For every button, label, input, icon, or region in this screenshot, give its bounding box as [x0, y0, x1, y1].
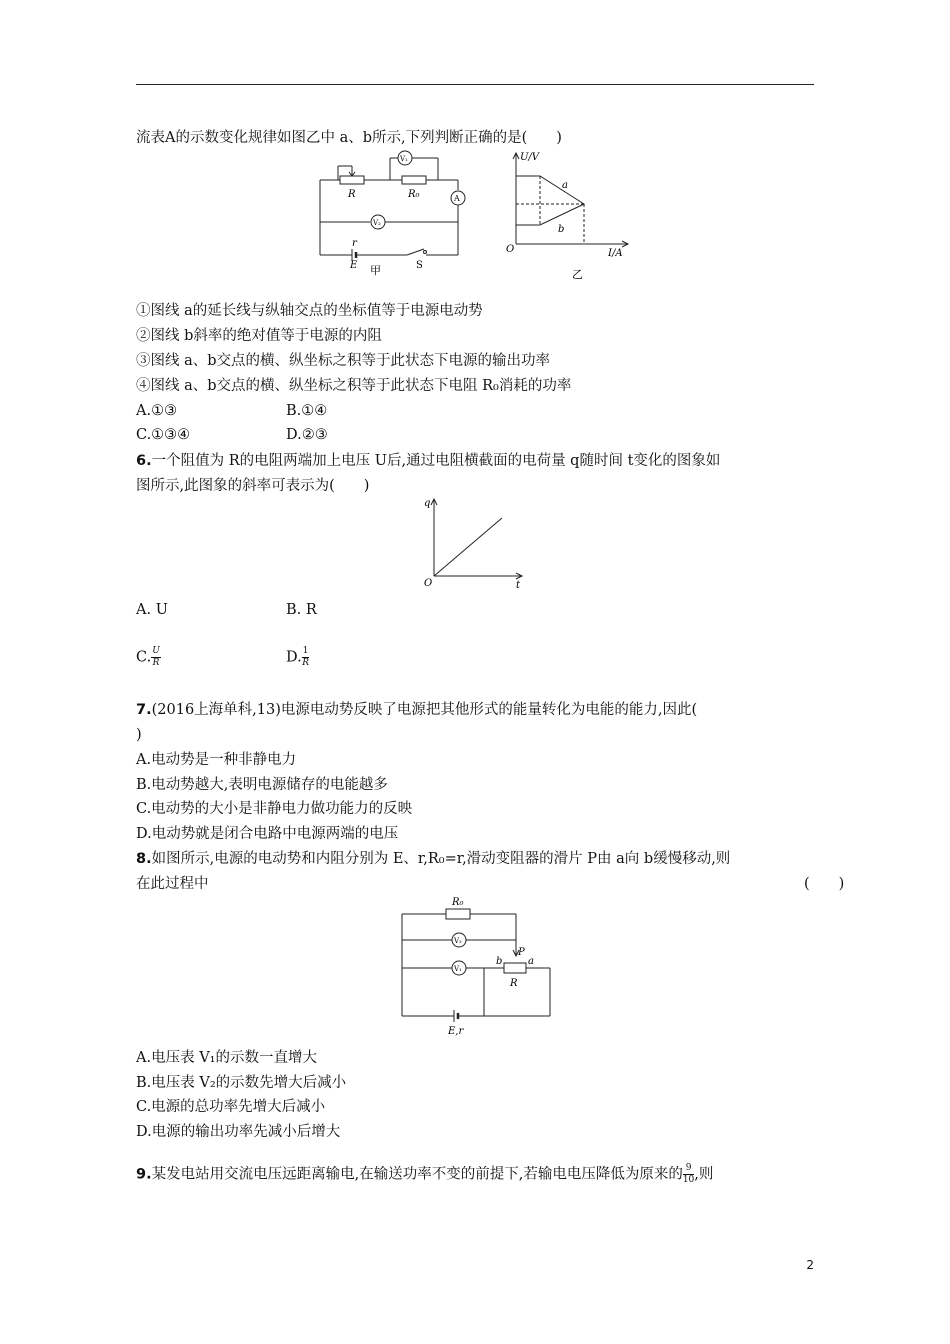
q8-option-d: D.电源的输出功率先减小后增大 — [136, 1124, 341, 1140]
q6-option-c-prefix: C. — [136, 649, 152, 666]
q8-label-R0: R₀ — [452, 897, 464, 908]
xlabel: I/A — [608, 248, 623, 259]
q8-label-a: a — [528, 956, 534, 967]
q8-stem-line1 — [136, 849, 730, 869]
q5-statement-2: ②图线 b斜率的绝对值等于电源的内阻 — [136, 328, 382, 344]
q9-stem-line — [136, 1163, 713, 1186]
q9-frac-num: 9 — [683, 1163, 694, 1175]
q6-option-d-num: 1 — [302, 646, 309, 656]
q8-label-V1: V₁ — [454, 965, 462, 973]
q6-option-c-num: U — [152, 646, 160, 656]
q8-label-P: P — [518, 947, 525, 958]
q9-frac-den: 10 — [682, 1175, 695, 1185]
q8-number: 8. — [136, 851, 152, 867]
q8-label-Er: E,r — [448, 1026, 464, 1037]
q5-statement-4: ④图线 a、b交点的横、纵坐标之积等于此状态下电阻 R₀消耗的功率 — [136, 378, 572, 394]
q6-option-d-den: R — [302, 658, 309, 668]
caption-jia: 甲 — [370, 264, 381, 276]
q5-graph-yi — [500, 148, 640, 282]
q6-stem-line1 — [136, 451, 720, 471]
q8-label-V2: V₂ — [454, 937, 462, 945]
q6-option-d-prefix: D. — [286, 649, 302, 666]
q5-statement-1: ①图线 a的延长线与纵轴交点的坐标值等于电源电动势 — [136, 303, 483, 319]
label-R0: R₀ — [408, 189, 420, 200]
q7-stem-line2: ) — [136, 727, 142, 743]
label-A: A — [454, 194, 460, 203]
q6-option-b: B. R — [286, 602, 317, 618]
q9-fraction — [683, 1163, 694, 1186]
q8-label-R: R — [510, 978, 518, 989]
q7-stem-line1 — [136, 700, 697, 720]
q6-xlabel: t — [516, 580, 521, 591]
q7-option-b: B.电动势越大,表明电源储存的电能越多 — [136, 777, 388, 793]
origin: O — [506, 244, 515, 255]
q7-number: 7. — [136, 702, 152, 718]
line-a-label: a — [562, 180, 568, 191]
label-r: r — [352, 238, 357, 249]
label-V1: V₁ — [400, 155, 408, 163]
q6-stem-line2: 图所示,此图象的斜率可表示为( ) — [136, 478, 370, 494]
q8-option-b: B.电压表 V₂的示数先增大后减小 — [136, 1075, 347, 1091]
q6-option-c — [136, 646, 161, 669]
q5-option-b: B.①④ — [286, 403, 328, 419]
q6-ylabel: q — [424, 498, 431, 509]
label-E: E — [350, 260, 358, 271]
q8-answer-bracket: ( ) — [804, 876, 845, 892]
ylabel: U/V — [520, 152, 540, 163]
q6-origin: O — [424, 578, 433, 589]
q7-option-a: A.电动势是一种非静电力 — [136, 752, 297, 768]
q6-option-d — [286, 646, 309, 669]
q6-option-c-den: R — [152, 658, 160, 668]
q9-number: 9. — [136, 1166, 152, 1183]
q9-tail: ,则 — [694, 1166, 714, 1183]
line-b-label: b — [558, 224, 565, 235]
q5-option-d: D.②③ — [286, 427, 328, 443]
q7-option-c: C.电动势的大小是非静电力做功能力的反映 — [136, 801, 413, 817]
q6-graph — [418, 494, 530, 594]
q5-circuit-jia — [312, 148, 472, 276]
q5-option-a: A.①③ — [136, 403, 178, 419]
q6-number: 6. — [136, 453, 152, 469]
q5-stem: 流表A的示数变化规律如图乙中 a、b所示,下列判断正确的是( ) — [136, 130, 562, 146]
label-V2: V₂ — [373, 219, 381, 227]
q6-option-c-fraction — [151, 646, 161, 669]
header-rule — [136, 84, 814, 85]
q6-option-d-fraction — [302, 646, 310, 669]
q7-stem1: (2016上海单科,13)电源电动势反映了电源把其他形式的能量转化为电能的能力,因此( — [151, 702, 698, 718]
q8-circuit — [392, 892, 558, 1042]
q8-option-a: A.电压表 V₁的示数一直增大 — [136, 1050, 317, 1066]
q7-option-d: D.电动势就是闭合电路中电源两端的电压 — [136, 826, 399, 842]
label-R: R — [348, 189, 356, 200]
q8-option-c: C.电源的总功率先增大后减小 — [136, 1099, 326, 1115]
q8-stem1: 如图所示,电源的电动势和内阻分别为 E、r,R₀=r,滑动变阻器的滑片 P由 a向 b缓慢移动,则 — [151, 851, 731, 867]
q8-stem-line2: 在此过程中 — [136, 876, 209, 892]
label-S: S — [416, 260, 423, 271]
page-number: 2 — [806, 1258, 814, 1272]
q6-option-a: A. U — [136, 602, 168, 618]
q5-statement-3: ③图线 a、b交点的横、纵坐标之积等于此状态下电源的输出功率 — [136, 353, 551, 369]
q6-stem1: 一个阻值为 R的电阻两端加上电压 U后,通过电阻横截面的电荷量 q随时间 t变化的图象如 — [151, 453, 721, 469]
q8-label-b: b — [496, 956, 503, 967]
caption-yi: 乙 — [572, 268, 583, 281]
q5-option-c: C.①③④ — [136, 427, 191, 443]
q9-stem: 某发电站用交流电压远距离输电,在输送功率不变的前提下,若输电电压降低为原来的 — [151, 1166, 683, 1183]
